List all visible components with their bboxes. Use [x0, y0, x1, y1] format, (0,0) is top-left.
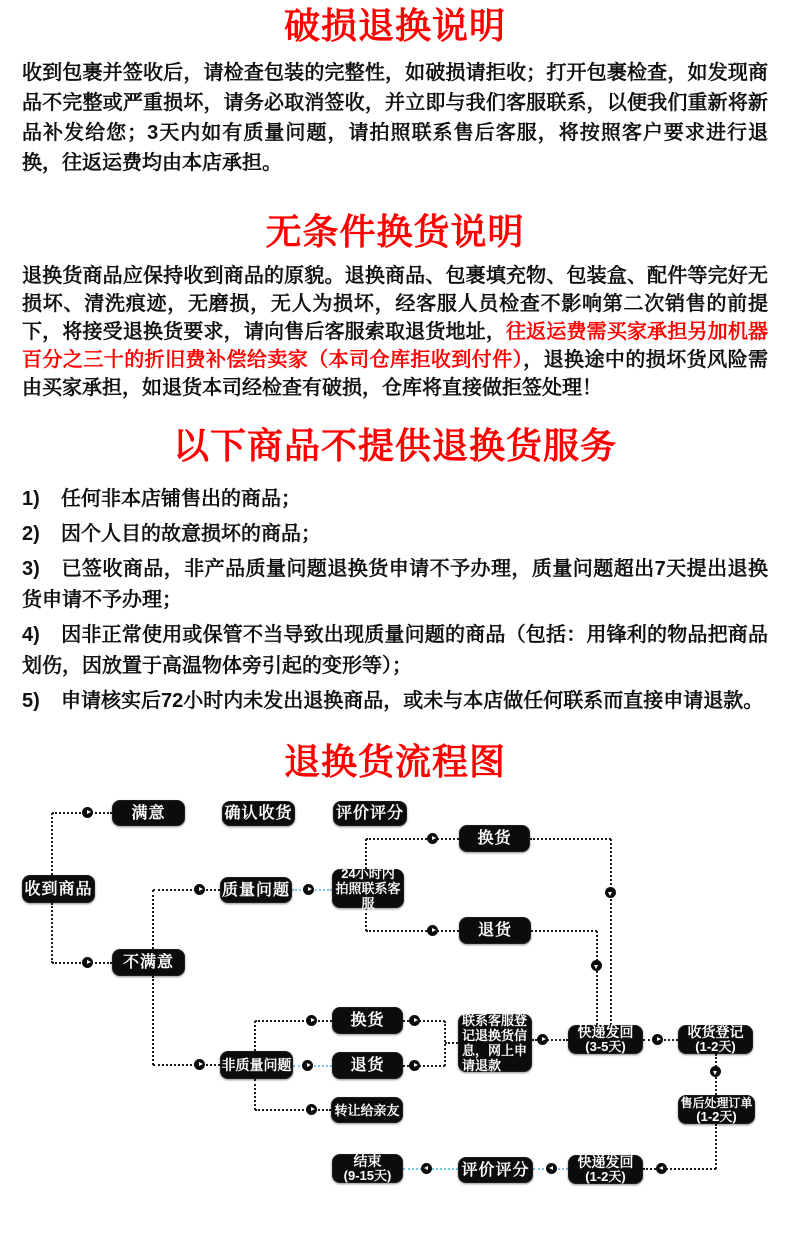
flow-node-duration: (1-2天) [696, 1108, 737, 1124]
flow-arrow-right-icon [537, 1034, 548, 1045]
unconditional-exchange-body [22, 262, 768, 402]
flow-node-duration: (1-2天) [695, 1039, 736, 1054]
flow-arrow-right-icon [82, 807, 93, 818]
flow-node-duration: (1-2天) [585, 1169, 626, 1184]
flow-node-return-low [332, 1052, 403, 1079]
flow-node-label: 快递发回 [577, 1154, 634, 1170]
flow-connector [254, 1079, 256, 1110]
flow-node-label: 评价评分 [335, 805, 404, 822]
list-item-text: 申请核实后72小时内未发出退换商品，或未与本店做任何联系而直接申请退款。 [61, 690, 764, 712]
flow-connector [153, 1064, 220, 1066]
flow-node-label: 联系客服登记退换货信息，网上申请退款 [462, 1013, 528, 1073]
section-title-unconditional-exchange: 无条件换货说明 [265, 211, 525, 252]
list-item-number: 1) [22, 488, 40, 510]
flow-arrow-right-icon [409, 1060, 420, 1071]
list-item-number: 4) [22, 624, 40, 646]
body-text-black-1: 退换货商品应保持收到商品的原貌。退换商品、包裹填充物、包装盒、配件等完好无损坏、清洗痕迹，无磨损，无人为损坏，经客服人员检查不影响第二次销售的前提下，将接受退换货要求，请向售后客服索取退货地址， [22, 265, 768, 343]
flow-connector [445, 1042, 458, 1044]
flow-node-unsatisfied [112, 949, 185, 976]
body-text-red-highlight: 往返运费需买家承担另加机器百分之三十的折旧费补偿给卖家（本司仓库拒收到付件） [22, 321, 769, 371]
damage-return-body: 收到包裹并签收后，请检查包装的完整性，如破损请拒收；打开包裹检查，如发现商品不完整或严重损坏，请务必取消签收，并立即与我们客服联系，以便我们重新将新品补发给您；3天内如有质量问题，请拍照联系售后客服，将按照客户要求进行退换，往返运费均由本店承担。 [22, 62, 768, 174]
flow-arrow-right-icon [302, 1060, 313, 1071]
flow-node-label: 结束 [353, 1153, 382, 1169]
flow-node-label: 满意 [131, 804, 166, 822]
flow-arrow-right-icon [194, 884, 205, 895]
list-item-number: 5) [22, 690, 40, 712]
flow-node-received-goods [22, 875, 95, 903]
flow-node-label: 售后处理订单 [680, 1095, 753, 1110]
flow-connector [153, 889, 220, 891]
flow-node-contact-service-24h [332, 866, 404, 911]
list-item [22, 519, 768, 550]
list-item-text: 任何非本店铺售出的商品； [61, 488, 301, 510]
flow-node-non-quality-issue [220, 1051, 293, 1079]
flow-node-label: 转让给亲友 [334, 1102, 400, 1118]
flow-node-duration: (9-15天) [343, 1168, 392, 1183]
list-item [22, 484, 768, 515]
flow-connector [255, 1109, 331, 1111]
flow-connector [444, 1021, 446, 1066]
flow-node-label: 质量问题 [221, 881, 290, 899]
flow-node-end-9-15-days [332, 1154, 403, 1183]
list-item-text: 已签收商品，非产品质量问题退换货申请不予办理，质量问题超出7天提出退换货申请不予办理； [22, 558, 768, 611]
flow-node-label: 不满意 [122, 954, 174, 971]
flow-connector [366, 930, 459, 932]
flow-node-label: 换货 [477, 830, 512, 847]
flow-arrow-left-icon [656, 1163, 667, 1174]
flow-node-transfer-to-friend [331, 1097, 403, 1123]
flow-node-label: 确认收货 [224, 805, 293, 822]
flow-connector [254, 1021, 256, 1051]
flow-node-satisfied [112, 800, 185, 826]
flow-arrow-down-icon [591, 960, 602, 971]
flow-node-aftersales-process-order [678, 1095, 755, 1124]
flow-connector [715, 1124, 717, 1169]
flow-connector [531, 930, 597, 932]
flow-connector [366, 838, 459, 840]
flow-arrow-left-icon [546, 1163, 557, 1174]
flow-node-courier-return-1-2-days [568, 1155, 643, 1184]
flow-node-contact-register-refund [458, 1014, 532, 1072]
section-title-damage-return: 破损退换说明 [283, 5, 506, 46]
list-item-number: 2) [22, 523, 40, 545]
list-item-number: 3) [22, 558, 40, 580]
flow-arrow-right-icon [82, 957, 93, 968]
flow-connector [51, 903, 53, 963]
flow-connector [255, 1020, 332, 1022]
list-item-text: 因非正常使用或保管不当导致出现质量问题的商品（包括：用锋利的物品把商品划伤，因放置于高温物体旁引起的变形等）； [22, 624, 768, 677]
flow-connector [365, 908, 367, 931]
flow-connector [610, 839, 612, 1025]
flow-node-confirm-receipt [222, 801, 295, 826]
flow-arrow-left-icon [421, 1163, 432, 1174]
flow-node-label: 评价评分 [461, 1161, 530, 1179]
flow-connector [530, 838, 611, 840]
flow-arrow-right-icon [409, 1015, 420, 1026]
flow-node-label: 收到商品 [24, 880, 93, 898]
flow-arrow-right-icon [427, 833, 438, 844]
list-item [22, 554, 768, 616]
flow-node-receipt-register-1-2-days [678, 1025, 753, 1054]
flow-arrow-right-icon [194, 1059, 205, 1070]
flow-node-label: 退货 [477, 922, 512, 939]
flow-arrow-right-icon [652, 1034, 663, 1045]
list-item [22, 686, 768, 717]
flow-connector [152, 890, 154, 949]
flow-node-duration: (3-5天) [585, 1039, 626, 1054]
flow-connector [51, 813, 53, 875]
flow-arrow-down-icon [605, 887, 616, 898]
flow-node-label: 收货登记 [687, 1024, 744, 1040]
flow-connector [365, 839, 367, 869]
flow-arrow-right-icon [306, 1104, 317, 1115]
flow-arrow-down-icon [710, 1066, 721, 1077]
flow-node-quality-issue [220, 877, 292, 903]
list-item [22, 620, 768, 682]
flow-node-rate-bottom [458, 1157, 533, 1183]
body-text-black-2: ，退换途中的损坏货风险需由买家承担，如退货本司经检查有破损，仓库将直接做拒签处理！ [22, 349, 769, 399]
flow-node-label: 退货 [350, 1057, 385, 1074]
flow-node-exchange-top [459, 825, 530, 852]
flow-node-rate-top [333, 801, 407, 826]
flow-node-return-top [459, 917, 531, 944]
section-title-return-flowchart: 退换货流程图 [283, 741, 506, 782]
flow-node-label: 快递发回 [577, 1024, 634, 1040]
flow-node-courier-return-3-5-days [568, 1025, 643, 1054]
return-exchange-flowchart [0, 790, 790, 1221]
flow-connector [643, 1168, 716, 1170]
flow-connector [152, 976, 154, 1065]
flow-node-label: 非质量问题 [221, 1056, 292, 1073]
flow-arrow-right-icon [427, 925, 438, 936]
no-return-items-list [22, 484, 768, 717]
flow-connector [596, 931, 598, 1025]
flow-node-label: 24小时内拍照联系客服 [335, 866, 401, 911]
flow-node-label: 换货 [350, 1012, 385, 1029]
list-item-text: 因个人目的故意损坏的商品； [61, 523, 321, 545]
section-title-no-return-items: 以下商品不提供退换货服务 [172, 425, 617, 466]
flow-node-exchange-low [332, 1007, 403, 1034]
flow-arrow-right-icon [306, 1015, 317, 1026]
flow-arrow-right-icon [303, 884, 314, 895]
